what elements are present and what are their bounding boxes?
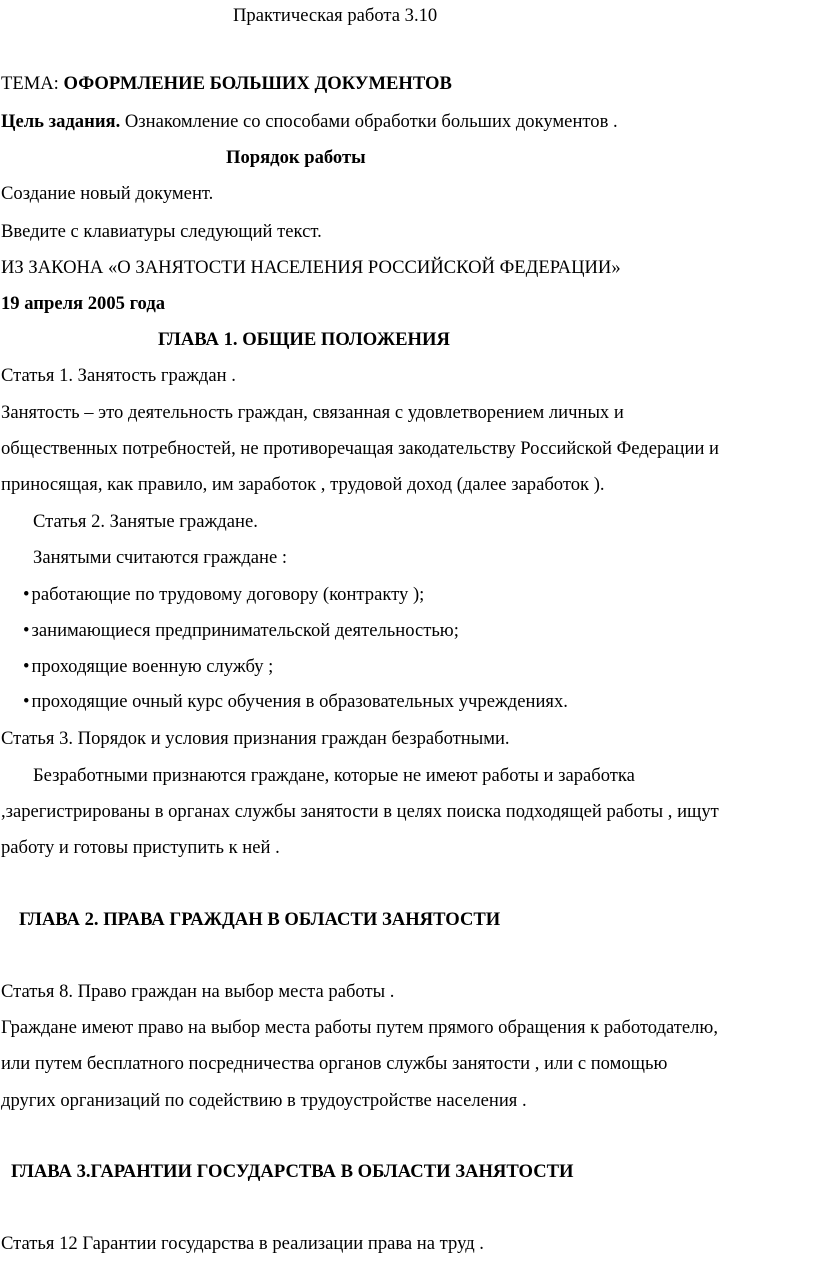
page-title: Практическая работа 3.10 [233, 5, 438, 26]
article1-title: Статья 1. Занятость граждан . [1, 365, 236, 386]
bullet-icon: • [23, 620, 30, 641]
article8-line: Граждане имеют право на выбор места работы путем прямого обращения к работодателю, [1, 1017, 718, 1038]
goal-value: Ознакомление со способами обработки больших документов . [120, 111, 618, 132]
article8-line: других организаций по содействию в трудоустройстве населения . [1, 1090, 527, 1111]
chapter3-heading: ГЛАВА 3.ГАРАНТИИ ГОСУДАРСТВА В ОБЛАСТИ ЗАНЯТОСТИ [11, 1161, 574, 1182]
article1-line: общественных потребностей, не противоречащая закодательству Российской Федерации и [1, 438, 720, 459]
chapter2-heading: ГЛАВА 2. ПРАВА ГРАЖДАН В ОБЛАСТИ ЗАНЯТОСТИ [19, 909, 501, 930]
bullet-icon: • [23, 584, 30, 605]
bullet-text: работающие по трудовому договору (контракту ); [31, 584, 425, 605]
goal-label: Цель задания. [1, 111, 121, 132]
chapter1-heading: ГЛАВА 1. ОБЩИЕ ПОЛОЖЕНИЯ [158, 329, 450, 350]
bullet-text: занимающиеся предпринимательской деятельностью; [31, 620, 459, 641]
article8-title: Статья 8. Право граждан на выбор места работы . [1, 981, 395, 1002]
article2-title: Статья 2. Занятые граждане. [33, 511, 258, 532]
article3-line: ,зарегистрированы в органах службы занятости в целях поиска подходящей работы , ищут [1, 801, 719, 822]
article1-line: приносящая, как правило, им заработок , трудовой доход (далее заработок ). [1, 474, 605, 495]
law-title: ИЗ ЗАКОНА «О ЗАНЯТОСТИ НАСЕЛЕНИЯ РОССИЙСКОЙ ФЕДЕРАЦИИ» [1, 257, 621, 278]
bullet-icon: • [23, 691, 30, 712]
step-type-text: Введите с клавиатуры следующий текст. [1, 221, 322, 242]
step-create-document: Создание новый документ. [1, 183, 214, 204]
article3-line: Безработными признаются граждане, которые не имеют работы и заработка [33, 765, 635, 786]
goal-line [1, 110, 618, 134]
article1-line: Занятость – это деятельность граждан, связанная с удовлетворением личных и [1, 402, 624, 423]
topic-label: ТЕМА: [1, 73, 64, 94]
procedure-heading: Порядок работы [226, 147, 366, 168]
bullet-item [23, 690, 568, 714]
bullet-item [23, 619, 459, 643]
bullet-text: проходящие военную службу ; [31, 656, 274, 677]
article8-line: или путем бесплатного посредничества органов службы занятости , или с помощью [1, 1053, 668, 1074]
article3-line: работу и готовы приступить к ней . [1, 837, 280, 858]
bullet-icon: • [23, 656, 30, 677]
bullet-item [23, 655, 273, 679]
article2-intro: Занятыми считаются граждане : [33, 547, 288, 568]
topic-line [1, 72, 452, 96]
law-date: 19 апреля 2005 года [1, 293, 166, 314]
bullet-text: проходящие очный курс обучения в образовательных учреждениях. [31, 691, 568, 712]
bullet-item [23, 583, 424, 607]
topic-value: ОФОРМЛЕНИЕ БОЛЬШИХ ДОКУМЕНТОВ [63, 73, 452, 94]
article3-title: Статья 3. Порядок и условия признания граждан безработными. [1, 728, 510, 749]
article12-title: Статья 12 Гарантии государства в реализации права на труд . [1, 1233, 484, 1254]
